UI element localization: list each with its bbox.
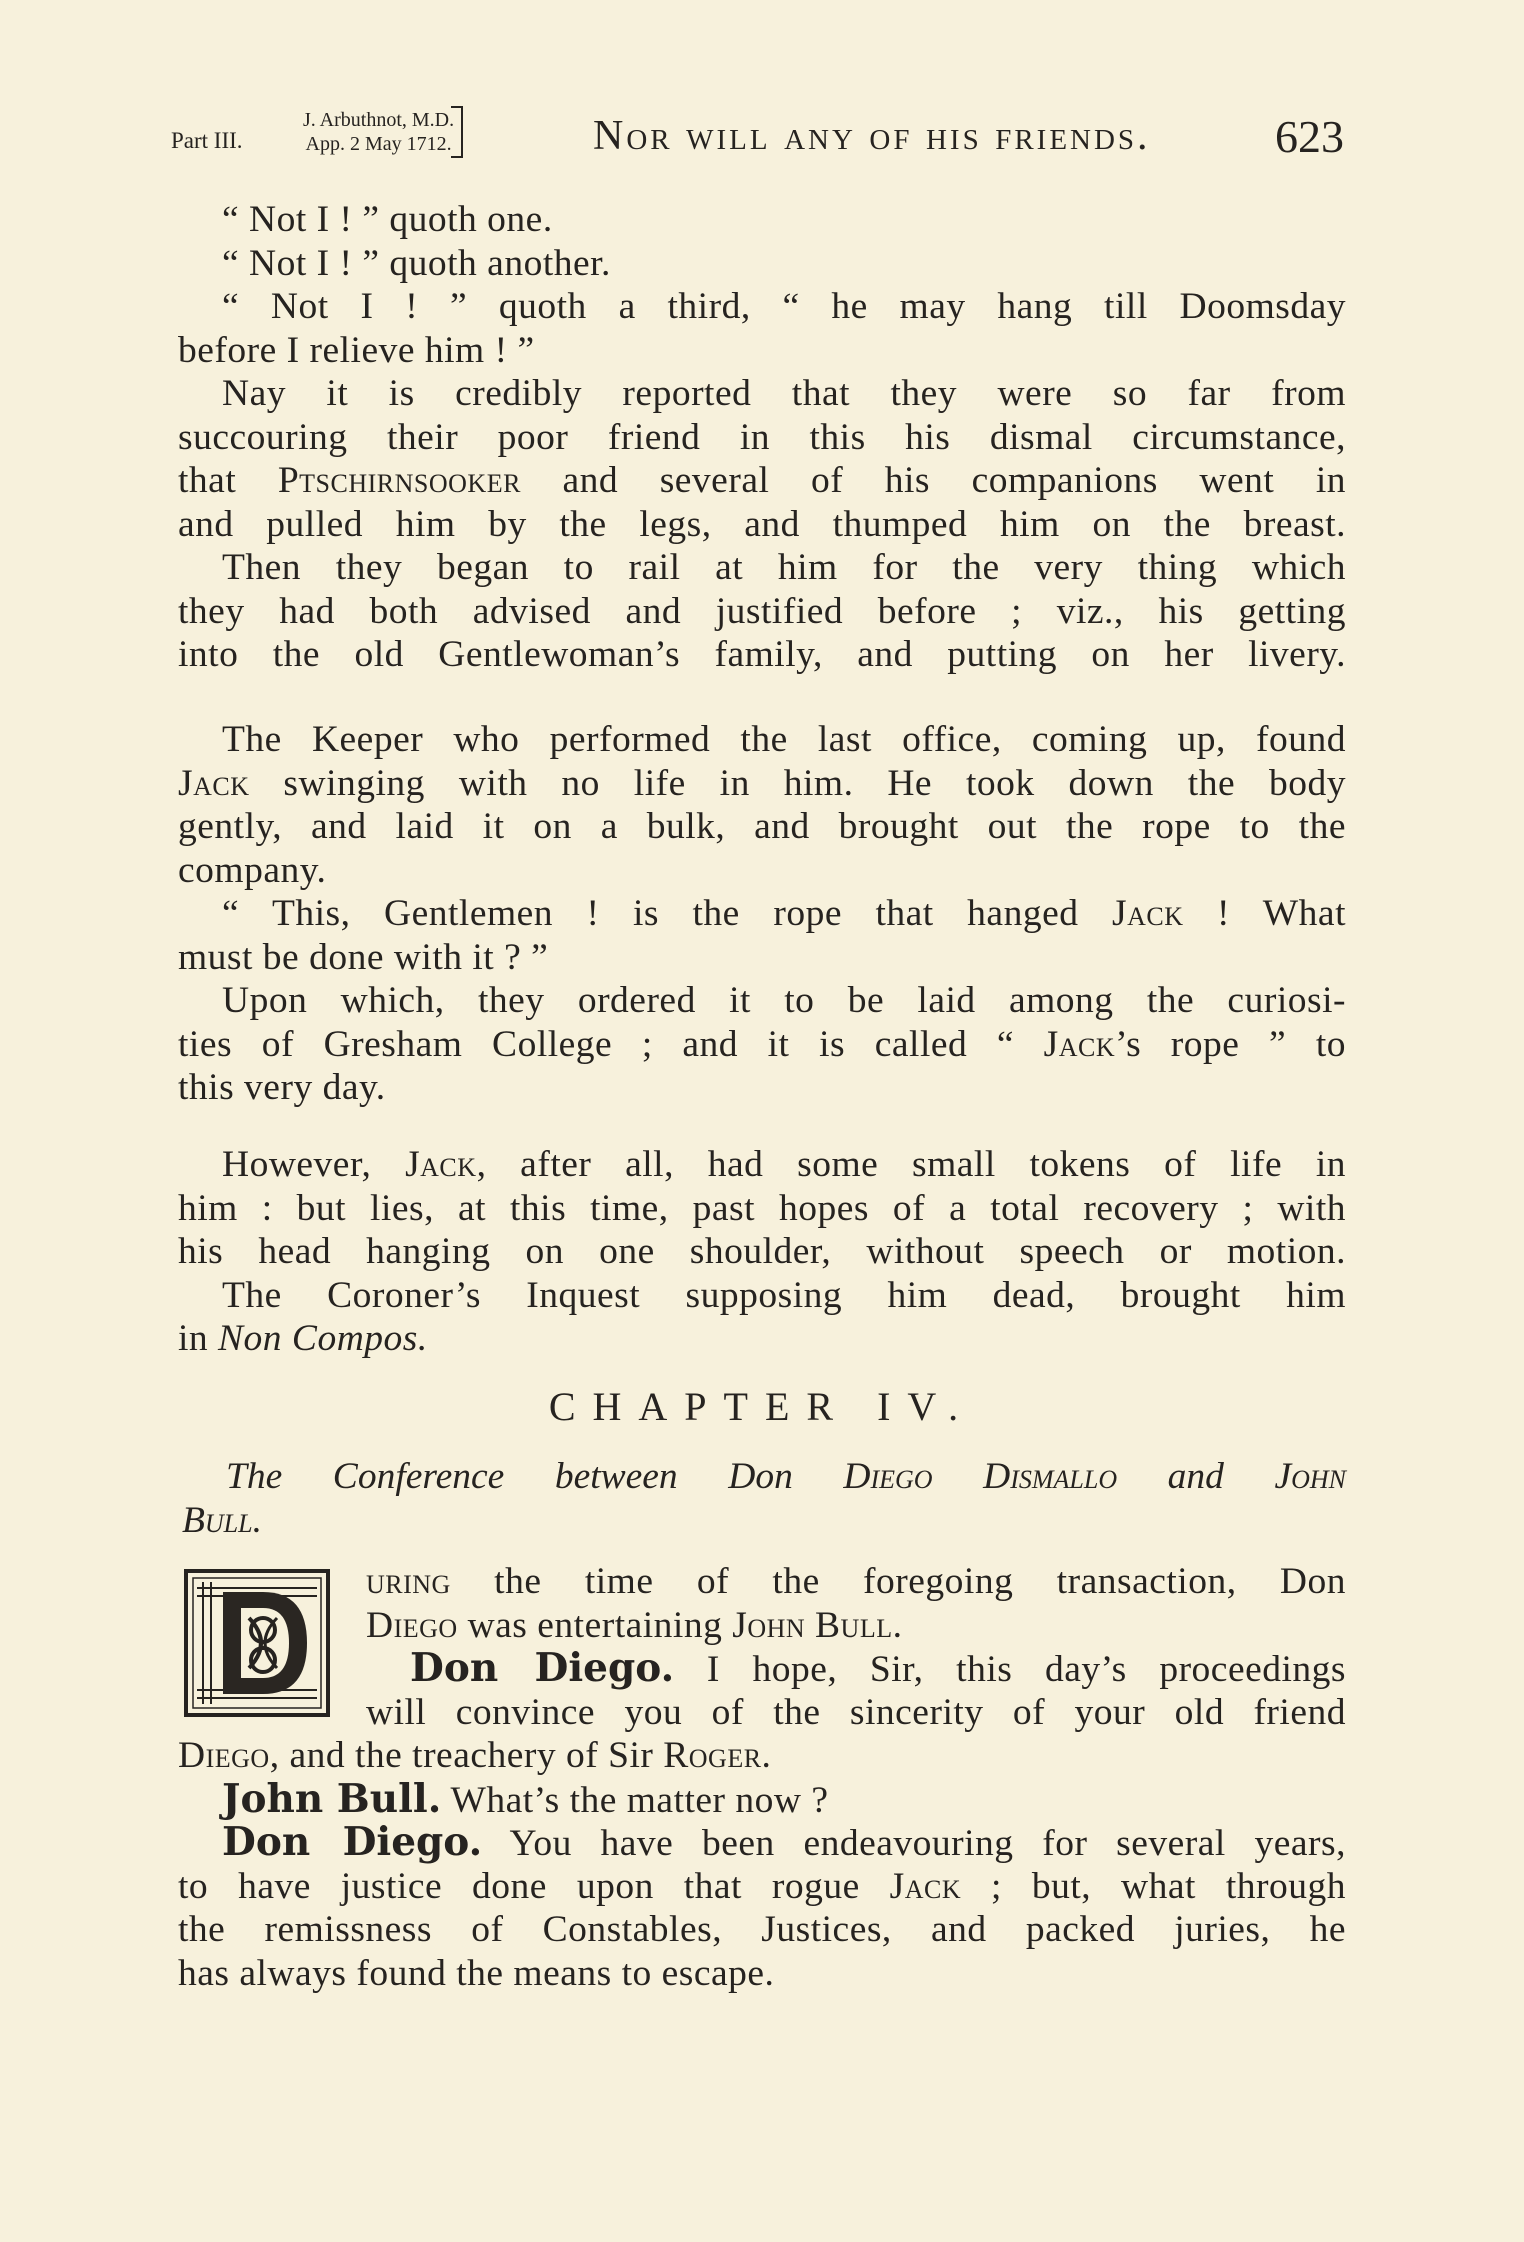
running-header [171,108,1344,170]
text-line: must be done with it ? ” [178,936,549,978]
text-line [178,459,1346,503]
text-run: However, [222,1144,406,1185]
text-run: ties of Gresham College ; and it is called “ [178,1023,1044,1065]
author-note [303,108,454,156]
text-line [178,1317,1346,1361]
chapter-heading: CHAPTER IV. [548,1384,976,1429]
text-line: Upon which, they ordered it to be laid among the curiosi- [222,980,1346,1021]
appendix-date: App. 2 May 1712. [305,133,452,155]
text-run: the time of the foregoing transaction, Don [450,1561,1346,1602]
text-line: him : but lies, at this time, past hopes of a total recovery ; with [178,1187,1346,1229]
character-name: John Bull [732,1604,893,1646]
text-line: before I relieve him ! ” [178,329,535,371]
paragraph-block-4 [178,1560,1346,1995]
text-line [178,1143,1346,1187]
text-line [178,1821,1346,1865]
text-line: The Coroner’s Inquest supposing him dead, brought him [222,1274,1346,1316]
header-bracket [451,106,463,158]
text-line [178,1734,1346,1778]
text-run: ; but, what through [961,1865,1346,1907]
text-line: “ Not I ! ” quoth another. [222,242,611,284]
text-line: his head hanging on one shoulder, without speech or motion. [178,1231,1346,1272]
text-line: Nay it is credibly reported that they were so far from [222,373,1346,414]
character-name: Roger [663,1735,762,1776]
text-line: company. [178,849,327,891]
text-line: into the old Gentlewoman’s family, and putting on her livery. [178,634,1346,675]
character-name: John [1274,1456,1347,1497]
text-line: they had both advised and justified before ; viz., his getting [178,590,1346,632]
subtitle-line: Bull. [182,1499,262,1541]
subtitle-line [226,1452,1346,1496]
text-line [178,892,1346,936]
character-name: Jack [1043,1023,1116,1065]
text-run: ’s rope ” to [1115,1023,1346,1065]
text-line: the remissness of Constables, Justices, and packed juries, he [178,1909,1346,1950]
text-line: and pulled him by the legs, and thumped him on the breast. [178,503,1346,545]
character-name: Jack [178,762,250,804]
page-number: 623 [1275,111,1344,162]
text-run: . [761,1735,772,1776]
text-line: The Keeper who performed the last office, coming up, found [222,719,1346,760]
text-run: You have been endeavouring for several years, [482,1823,1346,1864]
text-run: in [178,1318,219,1359]
text-line [410,1647,1346,1691]
character-name: Diego [366,1604,458,1646]
character-name: Diego [178,1735,270,1776]
text-run: that [178,460,278,501]
character-name: Jack [405,1144,477,1185]
text-line [178,1865,1346,1909]
text-run: The Conference between Don [226,1456,844,1497]
text-run: ! What [1183,893,1346,934]
text-line: “ Not I ! ” quoth a third, “ he may hang till Doomsday [222,286,1346,327]
speaker-label: Don Diego. [222,1819,483,1865]
text-run: What’s the matter now ? [441,1779,829,1821]
text-line [178,1023,1346,1067]
author-name: J. Arbuthnot, M.D. [303,109,455,131]
text-run: , after all, had some small tokens of life in [476,1144,1346,1185]
text-line [178,762,1346,806]
text-run: and several of his companions went in [520,460,1346,501]
text-run: and [1117,1456,1275,1497]
speaker-label: Don Diego. [410,1645,675,1691]
character-name: Jack [1111,893,1184,934]
text-line: has always found the means to escape. [178,1952,775,1994]
text-line: will convince you of the sincerity of your old friend [366,1691,1346,1733]
text-run: was entertaining [457,1604,733,1646]
text-run: I hope, Sir, this day’s proceedings [674,1649,1346,1690]
text-line: this very day. [178,1067,386,1108]
text-line: gently, and laid it on a bulk, and brought out the rope to the [178,806,1346,847]
paragraph-block-1 [178,198,1346,677]
part-label: Part III. [171,128,243,153]
italic-phrase: Non Compos. [218,1318,428,1359]
text-line: “ Not I ! ” quoth one. [222,199,553,240]
dropcap-continuation: uring [366,1561,451,1602]
text-run: swinging with no life in him. He took down the body [249,762,1346,804]
text-run: “ This, Gentlemen ! is the rope that hanged [222,893,1112,934]
speaker-label: John Bull. [222,1775,442,1822]
text-line [366,1604,1346,1648]
text-run: to have justice done upon that rogue [178,1865,890,1907]
paragraph-block-2 [178,718,1346,1110]
text-line: Then they began to rail at him for the very thing which [222,547,1346,588]
text-line [366,1560,1346,1604]
running-title: Nor will any of his friends. [593,113,1151,159]
text-line [178,1775,1346,1822]
text-line: succouring their poor friend in this his dismal circumstance, [178,416,1346,458]
chapter-subtitle [182,1452,1347,1541]
text-run: , and the treachery of Sir [269,1735,664,1776]
text-run: . [892,1604,903,1646]
character-name: Diego Dismallo [843,1456,1118,1497]
character-name: Ptschirnsooker [277,460,521,501]
character-name: Jack [889,1865,962,1907]
paragraph-block-3 [178,1143,1346,1361]
